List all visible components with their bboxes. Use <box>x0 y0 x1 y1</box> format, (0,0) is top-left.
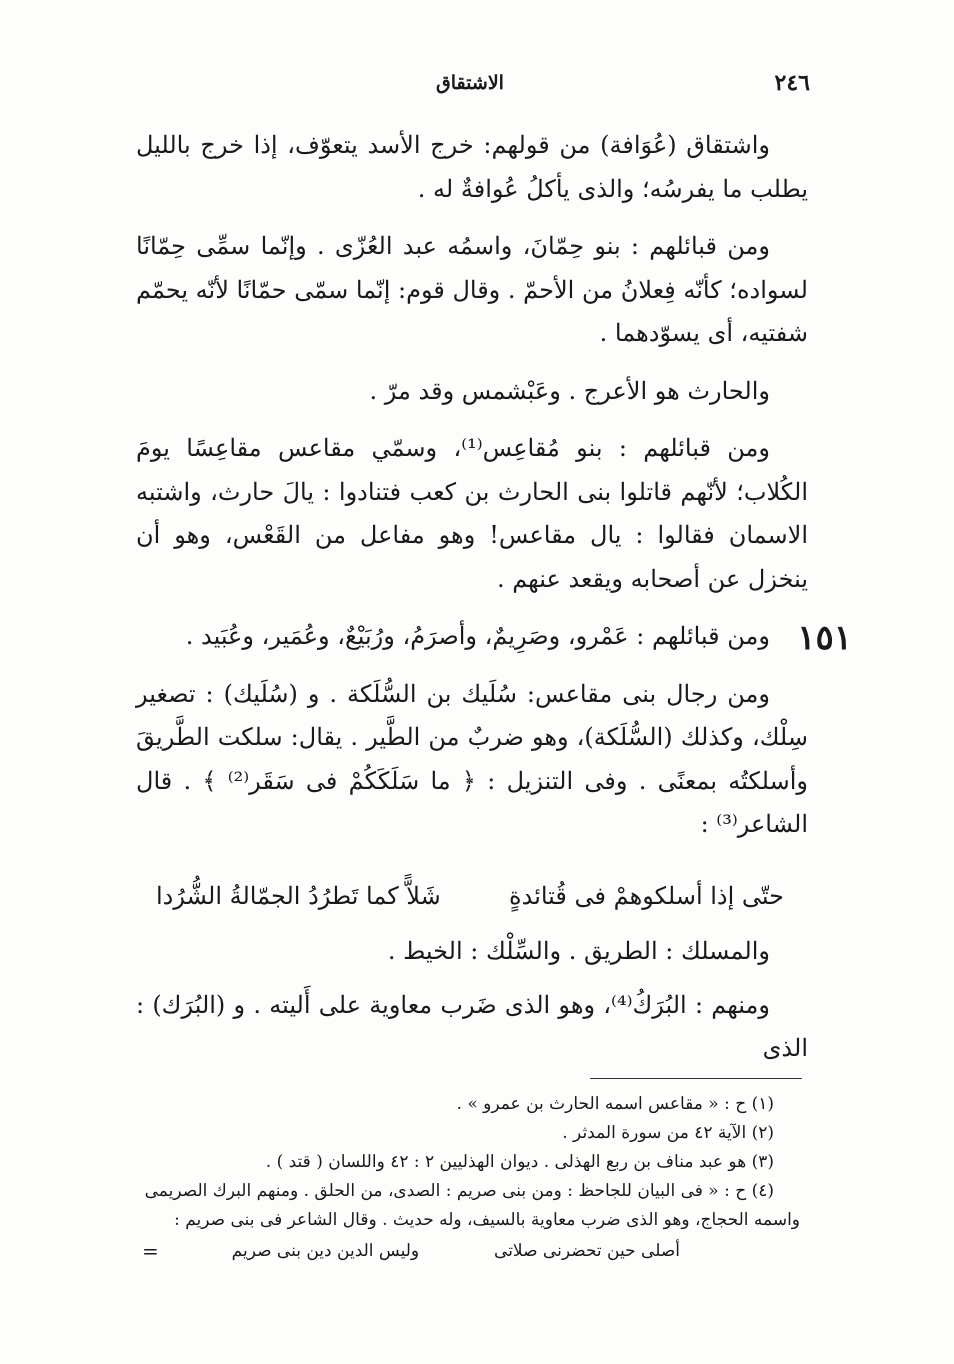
paragraph-sulaik: ومن رجال بنى مقاعس: سُلَيك بن السُّلَكة . و (سُلَيك) : تصغير سِلْك، وكذلك (السُّلَكة)، وهو ضربٌ من الطَّير . يقال: سلكت الطَّريقَ وأسلكتُه بمعنًى . وفى التنزيل : ﴿ ما سَلَكَكُمْ فى سَقَر⁽²⁾ ﴾ . قال الشاعر⁽³⁾ : <box>136 679 808 838</box>
paragraph-burak: ومنهم : البُرَكُ⁽⁴⁾، وهو الذى ضَرب معاوية على أَليته . و (البُرَك) : الذى <box>136 990 808 1062</box>
verse-second-hemistich: شَلاًّ كما تَطرُدُ الجمّالةُ الشُّرُدا <box>156 881 441 910</box>
footnote-verse-second: وليس الدين دين بنى صريم <box>231 1241 420 1261</box>
paragraph-maslak: والمسلك : الطريق . والسِّلْك : الخيط . <box>387 937 770 965</box>
page-header <box>130 70 810 100</box>
continuation-mark: = <box>142 1239 157 1263</box>
poetry-verse <box>136 875 808 919</box>
footnotes <box>140 1090 800 1266</box>
paragraph-muqais: ومن قبائلهم : بنو مُقاعِس⁽¹⁾، وسمّي مقاعس مقاعِسًا يومَ الكُلاب؛ لأنّهم قاتلوا بنى الحارث بن كعب فتنادوا : يالَ حارث، واشتبه الاسمان فقالوا : يال مقاعس! وهو مفاعل من القَعْس، وهو أن ينخزل عن أصحابه ويقعد عنهم . <box>136 434 808 593</box>
paragraph-tribes: ومن قبائلهم : عَمْرو، وصَرِيمٌ، وأصرَمُ، ورُبَيْعٌ، وعُمَير، وعُبَيد . <box>185 622 770 650</box>
footnote-2: (٢) الآية ٤٢ من سورة المدثر . <box>562 1123 774 1143</box>
footnote-4: (٤) ح : « فى البيان للجاحظ : ومن بنى صريم : الصدى، من الحلق . ومنهم البرك الصريمى واسمه الحجاج، وهو الذى ضرب معاوية بالسيف، وله حديث . وقال الشاعر فى بنى صريم : <box>144 1181 800 1230</box>
paragraph-awafa: واشتقاق (عُوَافة) من قولهم: خرج الأسد يتعوّف، إذا خرج بالليل يطلب ما يفرسُه؛ والذى يأكلُ عُوافةٌ له . <box>136 131 808 203</box>
footnote-3: (٣) هو عبد مناف بن ربع الهذلى . ديوان الهذليين ٢ : ٤٢ واللسان ( قتد ) . <box>265 1152 774 1172</box>
footnote-verse <box>140 1237 800 1266</box>
paragraph-himman: ومن قبائلهم : بنو حِمّانَ، واسمُه عبد العُزّى . وإنّما سمِّى حِمّانًا لسواده؛ كأنّه فِعلانُ من الأحمّ . وقال قوم: إنّما سمّى حمّانًا لأنّه يحمّم شفتيه، أى يسوّدهما . <box>136 232 808 347</box>
footnote-1: (١) ح : « مقاعس اسمه الحارث بن عمرو » . <box>456 1094 774 1114</box>
page-number: ٢٤٦ <box>774 70 810 96</box>
running-title: الاشتقاق <box>436 72 504 94</box>
footnote-separator <box>590 1078 802 1079</box>
footnote-verse-first: أصلى حين تحضرنى صلاتى <box>494 1241 680 1261</box>
verse-first-hemistich: حتّى إذا أسلكوهمْ فى قُتائدةٍ <box>509 881 784 910</box>
paragraph-harith: والحارث هو الأعرج . وعَبْشمس وقد مرّ . <box>369 376 770 405</box>
main-text <box>136 124 808 1085</box>
margin-page-number: ١٥١ <box>797 618 852 658</box>
